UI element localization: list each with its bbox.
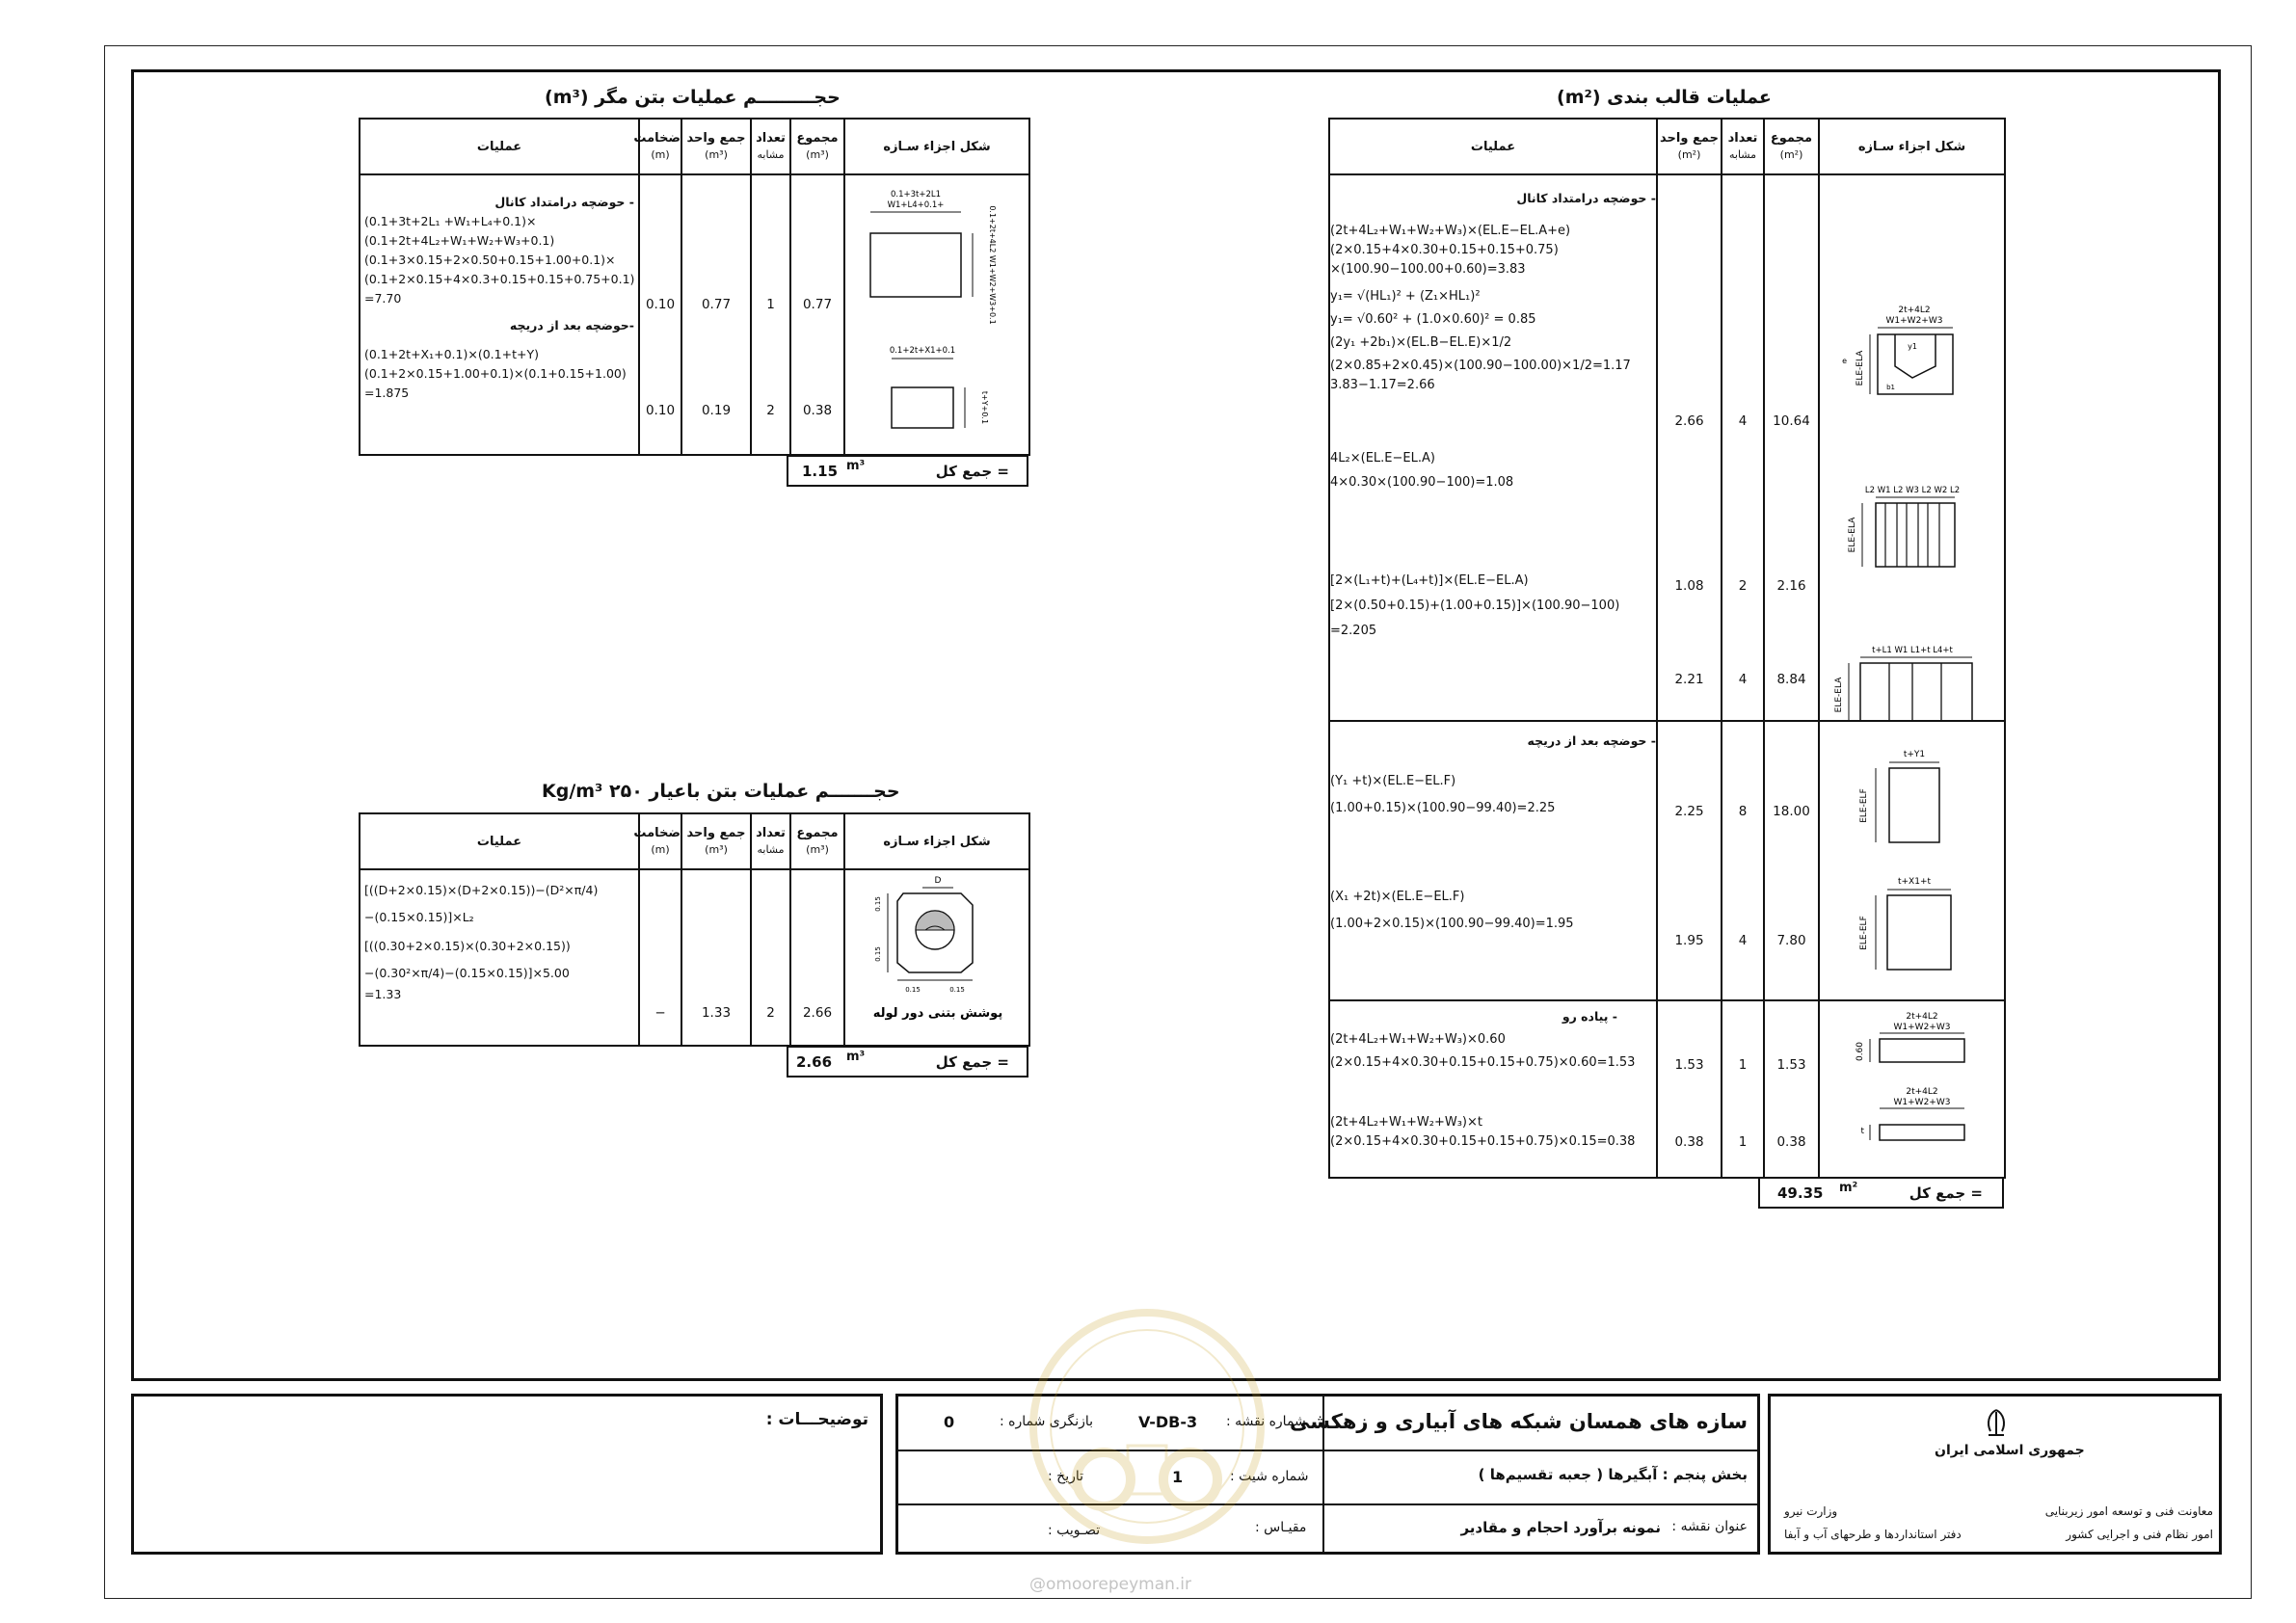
org-deputy: معاونت فنی و توسعه امور زیربنایی: [2044, 1504, 2213, 1518]
formwork-unit-2a: 2.25: [1674, 804, 1704, 819]
svg-text:ELE-ELF: ELE-ELF: [1859, 788, 1869, 823]
concrete-shape-drawings: [845, 870, 1030, 1047]
svg-text:2t+4L2: 2t+4L2: [1906, 1087, 1938, 1097]
formwork-totals-2: [1764, 721, 1819, 1000]
lean-total-1: 0.77: [802, 297, 833, 312]
formwork-shape-cell-2: [1819, 721, 2005, 1000]
formwork-totals-1: [1764, 174, 1819, 721]
svg-text:0.15: 0.15: [874, 896, 882, 912]
svg-text:b1: b1: [1886, 384, 1895, 391]
lean-line: (0.1+2×0.15+4×0.3+0.15+0.15+0.75+0.1): [364, 272, 635, 286]
lean-counts: [751, 174, 790, 455]
concrete-total-unit: m³: [846, 1050, 866, 1064]
formwork-unit-1b: 1.08: [1674, 578, 1704, 594]
concrete-unit-1: 1.33: [701, 1005, 732, 1021]
formwork-title: عملیات قالب بندی (m²): [1557, 87, 1772, 108]
formwork-total-value: 49.35: [1777, 1184, 1824, 1202]
drawing-no: V-DB-3: [1138, 1413, 1198, 1431]
drawing-no-label: شماره نقشه :: [1226, 1414, 1306, 1429]
formwork-counts-1: [1722, 174, 1764, 721]
revision-no: 0: [944, 1413, 955, 1431]
formwork-line: y₁= √0.60² + (1.0×0.60)² = 0.85: [1330, 312, 1536, 327]
formwork-count-3a: 1: [1738, 1057, 1748, 1073]
formwork-shape-drawings-2: [1820, 722, 2006, 1001]
lean-count-2: 2: [766, 403, 775, 418]
lean-header-thickness: ضخامت (m): [639, 119, 681, 174]
sheet-no: 1: [1172, 1468, 1184, 1486]
sheet-label: شماره شیت :: [1230, 1469, 1309, 1484]
formwork-line: 3.83−1.17=2.66: [1330, 378, 1435, 392]
section-name: بخش پنجم : آبگیرها ( جعبه تقسیم‌ها ): [1478, 1466, 1748, 1483]
concrete-total-box: [787, 1046, 1028, 1078]
formwork-units-3: [1657, 1000, 1722, 1178]
approval-label: تصـویب :: [1048, 1523, 1101, 1538]
formwork-count-3b: 1: [1738, 1134, 1748, 1150]
lean-count-1: 1: [766, 297, 775, 312]
formwork-units-2: [1657, 721, 1722, 1000]
formwork-count-2a: 8: [1738, 804, 1748, 819]
formwork-header-count: تعداد مشابه: [1722, 119, 1764, 174]
formwork-shape-cell-3: [1819, 1000, 2005, 1178]
lean-totals: [790, 174, 844, 455]
concrete-line: −(0.30²×π/4)−(0.15×0.15)]×5.00: [364, 966, 570, 980]
formwork-count-1b: 2: [1738, 578, 1748, 594]
lean-total-box: [787, 455, 1028, 487]
svg-text:0.1+2t+4L2 W1+W2+W3+0.1: 0.1+2t+4L2 W1+W2+W3+0.1: [988, 205, 997, 325]
organization-box: [1768, 1394, 2222, 1555]
lean-thicknesses: [639, 174, 681, 455]
formwork-line: (2×0.15+4×0.30+0.15+0.15+0.75): [1330, 243, 1559, 257]
formwork-line: (2t+4L₂+W₁+W₂+W₃)×0.60: [1330, 1032, 1506, 1047]
formwork-operations-2: [1329, 721, 1657, 1000]
formwork-count-2b: 4: [1738, 933, 1748, 948]
svg-text:y1: y1: [1908, 342, 1917, 351]
date-label: تاریخ :: [1048, 1469, 1084, 1484]
formwork-sec2-title: - حوضچه بعد از دریچه: [1527, 733, 1656, 748]
svg-text:+W1+L4+0.1: +W1+L4+0.1: [887, 200, 945, 210]
formwork-shape-drawings-3: [1820, 1001, 2006, 1179]
formwork-line: (X₁ +2t)×(EL.E−EL.F): [1330, 890, 1465, 904]
lean-line: (0.1+2t+X₁+0.1)×(0.1+t+Y): [364, 347, 539, 361]
formwork-line: (1.00+0.15)×(100.90−99.40)=2.25: [1330, 801, 1556, 815]
lean-sec1-title: - حوضچه درامتداد کانال: [494, 195, 634, 209]
svg-text:W1+W2+W3: W1+W2+W3: [1893, 1098, 1951, 1107]
concrete-operations: [360, 869, 639, 1046]
svg-text:2t+4L2: 2t+4L2: [1906, 1012, 1938, 1022]
lean-sec2-title: -حوضچه بعد از دریچه: [509, 318, 634, 333]
formwork-line: [2×(L₁+t)+(L₄+t)]×(EL.E−EL.A): [1330, 573, 1529, 588]
formwork-total-1c: 8.84: [1776, 672, 1806, 687]
formwork-sec3-title: - پیاده رو: [1562, 1009, 1617, 1024]
lean-header-unit-sum: جمع واحد (m³): [681, 119, 751, 174]
formwork-operations-1: [1329, 174, 1657, 721]
concrete-shape-cell: [844, 869, 1029, 1046]
formwork-counts-3: [1722, 1000, 1764, 1178]
concrete-line: −(0.15×0.15)]×L₂: [364, 910, 474, 924]
project-title: سازه های همسان شبکه های آبیاری و زهکشی: [1290, 1410, 1748, 1433]
formwork-line: (1.00+2×0.15)×(100.90−99.40)=1.95: [1330, 917, 1574, 931]
formwork-count-1a: 4: [1738, 413, 1748, 429]
lean-line: (0.1+3×0.15+2×0.50+0.15+1.00+0.1)×: [364, 253, 616, 267]
formwork-unit-3a: 1.53: [1674, 1057, 1704, 1073]
formwork-total-3a: 1.53: [1776, 1057, 1806, 1073]
concrete-line: [((D+2×0.15)×(D+2×0.15))−(D²×π/4): [364, 883, 599, 897]
formwork-total-label: جمع کل =: [1909, 1184, 1983, 1202]
formwork-header-shape: شکل اجزاء سـازه: [1819, 119, 2005, 174]
concrete-thk-1: −: [654, 1005, 666, 1021]
concrete-figure-caption: پوشش بتنی دور لوله: [872, 1006, 1003, 1021]
lean-concrete-table: [359, 118, 1030, 456]
formwork-count-1c: 4: [1738, 672, 1748, 687]
svg-text:0.15: 0.15: [905, 986, 921, 994]
concrete-header-thickness: ضخامت (m): [639, 813, 681, 869]
concrete-totals: [790, 869, 844, 1046]
formwork-line: (Y₁ +t)×(EL.E−EL.F): [1330, 774, 1456, 788]
svg-text:e: e: [1842, 357, 1847, 365]
svg-text:W1+W2+W3: W1+W2+W3: [1885, 316, 1943, 326]
concrete-header-unit-sum: جمع واحد (m³): [681, 813, 751, 869]
formwork-shape-drawings-1: [1820, 175, 2006, 722]
bureau-name: دفتر استانداردها و طرحهای آب و آبفا: [1784, 1528, 1962, 1541]
formwork-header-total: مجموع (m²): [1764, 119, 1819, 174]
ministry-name: وزارت نیرو: [1784, 1504, 1838, 1518]
lean-header-count: تعداد مشابه: [751, 119, 790, 174]
concrete-table: [359, 812, 1030, 1047]
svg-text:0.1+3t+2L1: 0.1+3t+2L1: [890, 190, 942, 200]
concrete-units: [681, 869, 751, 1046]
lean-shape-drawings: [845, 175, 1030, 456]
formwork-shape-cell-1: [1819, 174, 2005, 721]
watermark-logo: [1002, 1282, 1292, 1571]
concrete-total-value: 2.66: [796, 1053, 833, 1071]
formwork-line: (2t+4L₂+W₁+W₂+W₃)×(EL.E−EL.A+e): [1330, 224, 1571, 238]
formwork-unit-1a: 2.66: [1674, 413, 1704, 429]
lean-header-shape: شکل اجزاء سـازه: [844, 119, 1029, 174]
lean-line: (0.1+2t+4L₂+W₁+W₂+W₃+0.1): [364, 233, 555, 248]
svg-text:0.1+t+Y: 0.1+t+Y: [980, 390, 989, 425]
formwork-table: [1328, 118, 2006, 1179]
lean-thk-1: 0.10: [645, 297, 676, 312]
concrete-header-count: تعداد مشابه: [751, 813, 790, 869]
formwork-line: (2×0.15+4×0.30+0.15+0.15+0.75)×0.60=1.53: [1330, 1055, 1636, 1070]
svg-text:D: D: [934, 876, 942, 886]
formwork-line: (2t+4L₂+W₁+W₂+W₃)×t: [1330, 1115, 1482, 1130]
lean-line: =1.875: [364, 386, 410, 400]
lean-units: [681, 174, 751, 455]
concrete-header-shape: شکل اجزاء سـازه: [844, 813, 1029, 869]
formwork-header-unit-sum: جمع واحد (m²): [1657, 119, 1722, 174]
concrete-header-total: مجموع (m³): [790, 813, 844, 869]
lean-total-label: جمع کل =: [935, 463, 1009, 480]
notes-box: [131, 1394, 883, 1555]
svg-text:0.15: 0.15: [949, 986, 965, 994]
formwork-units-1: [1657, 174, 1722, 721]
formwork-operations-3: [1329, 1000, 1657, 1178]
lean-line: (0.1+3t+2L₁ +W₁+L₄+0.1)×: [364, 214, 537, 228]
svg-text:t: t: [1860, 1127, 1864, 1136]
formwork-counts-2: [1722, 721, 1764, 1000]
scale-label: مقیـاس :: [1255, 1520, 1307, 1535]
formwork-line: y₁= √(HL₁)² + (Z₁×HL₁)²: [1330, 289, 1481, 304]
formwork-line: 4×0.30×(100.90−100)=1.08: [1330, 475, 1514, 490]
svg-text:W1+W2+W3: W1+W2+W3: [1893, 1023, 1951, 1032]
formwork-line: =2.205: [1330, 624, 1377, 638]
notes-label: توضیحـــات :: [765, 1410, 868, 1429]
formwork-line: ×(100.90−100.00+0.60)=3.83: [1330, 262, 1526, 277]
lean-header-operations: عملیات: [360, 119, 639, 174]
concrete-total-1: 2.66: [802, 1005, 833, 1021]
lean-header-total: مجموع (m³): [790, 119, 844, 174]
svg-text:ELE-ELA: ELE-ELA: [1848, 517, 1857, 553]
svg-text:0.1+2t+X1+0.1: 0.1+2t+X1+0.1: [889, 346, 956, 356]
lean-operations: [360, 174, 639, 455]
formwork-total-2b: 7.80: [1776, 933, 1806, 948]
formwork-line: (2×0.85+2×0.45)×(100.90−100.00)×1/2=1.17: [1330, 359, 1631, 373]
emblem-icon: [1977, 1404, 2016, 1443]
drawing-title-label: عنوان نقشه :: [1671, 1519, 1748, 1534]
formwork-total-2a: 18.00: [1773, 804, 1810, 819]
svg-text:ELE-ELA: ELE-ELA: [1834, 677, 1844, 713]
formwork-totals-3: [1764, 1000, 1819, 1178]
lean-line: =7.70: [364, 291, 402, 306]
svg-text:0.60: 0.60: [1855, 1041, 1865, 1062]
org-technical: امور نظام فنی و اجرایی کشور: [2066, 1528, 2213, 1541]
lean-total-2: 0.38: [802, 403, 833, 418]
formwork-header-operations: عملیات: [1329, 119, 1657, 174]
concrete-thicknesses: [639, 869, 681, 1046]
formwork-line: 4L₂×(EL.E−EL.A): [1330, 451, 1435, 466]
drawing-title: نمونه برآورد احجام و مقادیر: [1460, 1519, 1661, 1536]
formwork-sec1-title: - حوضچه درامتداد کانال: [1516, 191, 1656, 205]
formwork-total-box: [1758, 1177, 2004, 1209]
concrete-header-operations: عملیات: [360, 813, 639, 869]
formwork-line: (2×0.15+4×0.30+0.15+0.15+0.75)×0.15=0.38: [1330, 1134, 1636, 1149]
svg-text:t+Y1: t+Y1: [1903, 750, 1926, 759]
lean-unit-2: 0.19: [701, 403, 732, 418]
formwork-total-3b: 0.38: [1776, 1134, 1806, 1150]
lean-concrete-title: حجـــــــــم عملیات بتن مگر (m³): [545, 87, 841, 108]
republic-name: جمهوری اسلامی ایران: [1935, 1443, 2085, 1458]
svg-text:t+L1 W1 L1+t L4+t: t+L1 W1 L1+t L4+t: [1872, 646, 1953, 655]
formwork-unit-1c: 2.21: [1674, 672, 1704, 687]
formwork-total-1b: 2.16: [1776, 578, 1806, 594]
concrete-title: حجـــــــم عملیات بتن باعیار ۲۵۰ Kg/m³: [542, 781, 900, 802]
concrete-total-label: جمع کل =: [935, 1053, 1009, 1071]
concrete-line: =1.33: [364, 987, 402, 1001]
svg-text:ELE-ELA: ELE-ELA: [1855, 350, 1865, 386]
lean-shape-cell: [844, 174, 1029, 455]
svg-text:ELE-ELF: ELE-ELF: [1859, 916, 1869, 950]
formwork-unit-2b: 1.95: [1674, 933, 1704, 948]
lean-total-value: 1.15: [802, 463, 839, 480]
formwork-line: [2×(0.50+0.15)+(1.00+0.15)]×(100.90−100): [1330, 599, 1620, 613]
lean-unit-1: 0.77: [701, 297, 732, 312]
svg-text:t+X1+t: t+X1+t: [1897, 877, 1932, 887]
revision-label: بازنگری شماره :: [1000, 1414, 1094, 1429]
formwork-line: (2y₁ +2b₁)×(EL.B−EL.E)×1/2: [1330, 335, 1512, 350]
watermark-text: @omoorepeyman.ir: [1029, 1575, 1192, 1594]
lean-line: (0.1+2×0.15+1.00+0.1)×(0.1+0.15+1.00): [364, 366, 627, 381]
svg-text:2t+4L2: 2t+4L2: [1898, 306, 1931, 315]
concrete-line: [((0.30+2×0.15)×(0.30+2×0.15)): [364, 939, 571, 953]
lean-thk-2: 0.10: [645, 403, 676, 418]
svg-text:0.15: 0.15: [874, 946, 882, 962]
formwork-unit-3b: 0.38: [1674, 1134, 1704, 1150]
formwork-total-1a: 10.64: [1773, 413, 1810, 429]
formwork-total-unit: m²: [1839, 1181, 1858, 1195]
concrete-counts: [751, 869, 790, 1046]
svg-text:L2 W1 L2 W3 L2 W2 L2: L2 W1 L2 W3 L2 W2 L2: [1864, 486, 1961, 495]
lean-total-unit: m³: [846, 459, 866, 473]
concrete-count-1: 2: [766, 1005, 775, 1021]
